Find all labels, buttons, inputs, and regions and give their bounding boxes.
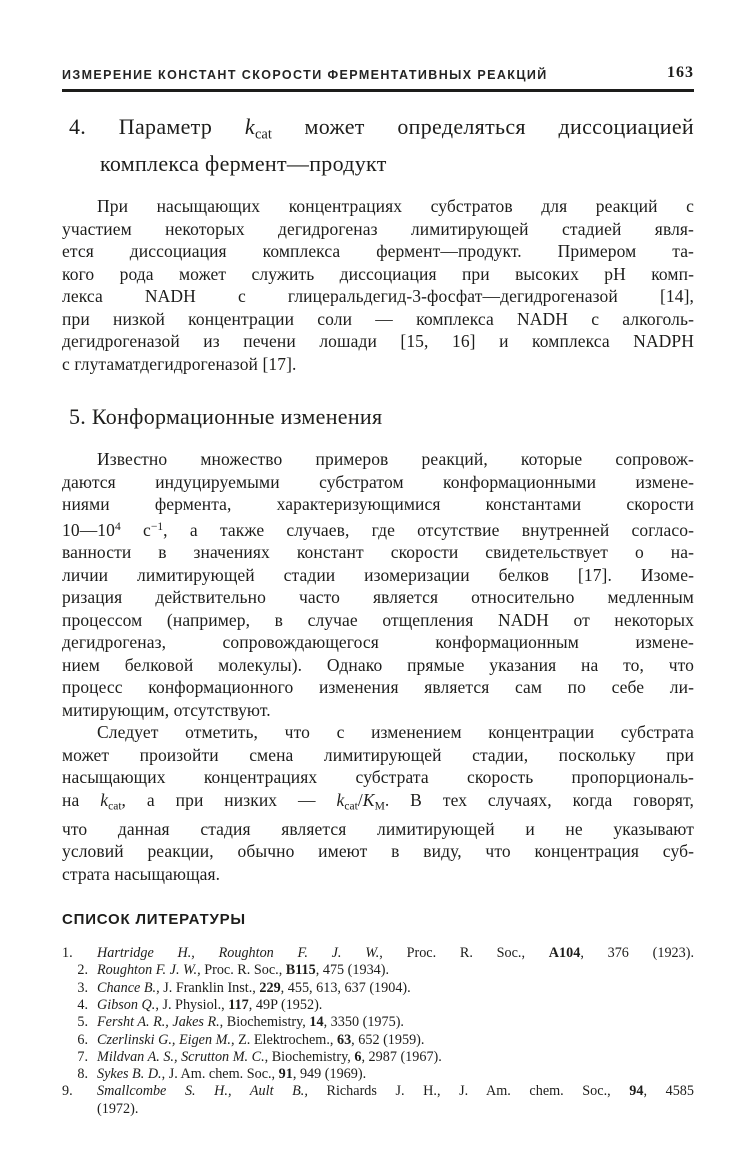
text-line: с глутаматдегидрогеназой [17].	[62, 353, 297, 374]
reference-number: 2.	[77, 962, 88, 979]
text-line: страта насыщающая.	[62, 863, 221, 884]
text-segment: cat	[344, 800, 358, 813]
text-line: При насыщающих концентрациях субстратов для реакций с	[97, 196, 694, 217]
text-segment: 14	[309, 1014, 324, 1031]
text-line: дегидрогеназой из печени лошади [15, 16] и комплекса NADPH	[62, 331, 694, 352]
text-line: 7. Mildvan A. S., Scrutton M. C., Biochemistry, 6, 2987 (1967).	[62, 1049, 694, 1066]
text-line: условий реакции, обычно имеют в виду, что концентрация суб-	[62, 841, 694, 862]
text-line: личии лимитирующей стадии изомеризации белков [17]. Изоме-	[62, 564, 694, 585]
text-line: $10—10^4$ $с^{-1}$, а также случаев, где отсутствие внутренней согласо-	[62, 519, 695, 540]
text-segment: Hartridge H., Roughton F. J. W.	[97, 945, 380, 962]
reference-number: 5.	[77, 1014, 88, 1031]
text-segment: Mildvan A. S., Scrutton M. C.	[97, 1048, 265, 1065]
text-segment: Chance B.	[97, 979, 157, 996]
header-rule	[62, 89, 694, 92]
text-line: процесс конформационного изменения является сам по себе ли-	[62, 677, 694, 698]
text-line: Следует отметить, что с изменением концентрации субстрата	[97, 722, 694, 743]
references-list	[62, 945, 694, 1118]
section-5-heading	[62, 402, 694, 431]
text-line: участием некоторых дегидрогеназ лимитирующей стадией явля-	[62, 218, 694, 239]
text-line: при низкой концентрации соли — комплекса NADH с алкоголь-	[62, 308, 694, 329]
text-line: лекса NADH с глицеральдегид-3-фосфат—дегидрогеназой [14],	[62, 286, 694, 307]
text-line: комплекса фермент—продукт	[100, 151, 387, 177]
text-line: 8. Sykes B. D., J. Am. chem. Soc., 91, 949 (1969).	[62, 1066, 694, 1083]
text-segment: cat	[108, 800, 122, 813]
text-segment: М	[374, 800, 385, 813]
reference-number: 9.	[62, 1083, 73, 1100]
text-segment: cat	[254, 126, 272, 143]
text-segment: Roughton F. J. W.	[97, 962, 198, 979]
text-line: 4. Параметр kcat может определяться диссоциацией	[69, 114, 694, 143]
text-segment: 91	[278, 1066, 293, 1083]
text-line: митирующим, отсутствуют.	[62, 699, 271, 720]
reference-number: 8.	[77, 1066, 88, 1083]
text-segment: K	[362, 789, 375, 810]
text-line: нием белковой молекулы). Однако прямые указания на то, что	[62, 654, 694, 675]
reference-number: 7.	[77, 1048, 88, 1065]
text-segment: k	[244, 114, 255, 139]
text-line: 5. Fersht A. R., Jakes R., Biochemistry, 14, 3350 (1975).	[62, 1014, 694, 1031]
text-segment: Sykes B. D.	[97, 1066, 162, 1083]
text-line: 3. Chance B., J. Franklin Inst., 229, 455, 613, 637 (1904).	[62, 980, 694, 997]
text-line: процессом (например, в случае отщепления NADH от некоторых	[62, 609, 694, 630]
text-segment: 94	[629, 1083, 644, 1100]
text-line: кого рода может служить диссоциация при высоких pH комп-	[62, 263, 694, 284]
text-line: ванности в значениях констант скорости свидетельствует о на-	[62, 542, 694, 563]
text-segment: Fersht A. R., Jakes R.	[97, 1014, 220, 1031]
text-line: 5. Конформационные изменения	[69, 404, 383, 430]
text-segment: k	[336, 789, 345, 810]
text-segment: A104	[548, 945, 581, 962]
text-line: на kcat, а при низких — kcat/KМ. В тех случаях, когда говорят,	[62, 789, 694, 813]
text-line: дегидрогеназ, сопровождающегося конформационным измене-	[62, 632, 694, 653]
text-segment: Smallcombe S. H., Ault B.,	[97, 1083, 308, 1100]
text-segment: 6	[354, 1048, 362, 1065]
text-line: ниями фермента, характеризующимися константами скорости	[62, 494, 694, 515]
text-segment: −1	[150, 520, 164, 533]
reference-number: 3.	[77, 979, 88, 996]
text-line: (1972).	[97, 1100, 139, 1117]
text-line: 6. Czerlinski G., Eigen M., Z. Elektrochem., 63, 652 (1959).	[62, 1032, 694, 1049]
text-line: Известно множество примеров реакций, которые сопровож-	[97, 449, 694, 470]
text-line: даются индуцируемыми субстратом конформационными измене-	[62, 471, 694, 492]
text-segment: 229	[259, 979, 281, 996]
text-segment: k	[100, 789, 109, 810]
text-line: 2. Roughton F. J. W., Proc. R. Soc., B115, 475 (1934).	[62, 962, 694, 979]
page-number: 163	[667, 64, 694, 81]
text-line: ризация действительно часто является относительно медленным	[62, 587, 694, 608]
running-head-title: ИЗМЕРЕНИЕ КОНСТАНТ СКОРОСТИ ФЕРМЕНТАТИВНЫХ РЕАКЦИЙ	[62, 68, 548, 82]
text-line: ется диссоциация комплекса фермент—продукт. Примером та-	[62, 241, 694, 262]
text-segment: Czerlinski G., Eigen M.	[97, 1031, 231, 1048]
reference-number: 1.	[62, 945, 73, 962]
section-4-heading	[62, 112, 694, 178]
references-heading: СПИСОК ЛИТЕРАТУРЫ	[62, 911, 246, 929]
reference-number: 6.	[77, 1031, 88, 1048]
text-line: что данная стадия является лимитирующей и не указывают	[62, 818, 694, 839]
text-segment: B115	[285, 962, 316, 979]
text-line: может произойти смена лимитирующей стадии, поскольку при	[62, 744, 694, 765]
text-line: насыщающих концентрациях субстрата скорость пропорциональ-	[62, 767, 694, 788]
running-head	[62, 64, 694, 82]
section-5-paragraph-1	[62, 448, 694, 721]
text-line: 4. Gibson Q., J. Physiol., 117, 49P (1952).	[62, 997, 694, 1014]
text-segment: 117	[228, 996, 249, 1013]
section-4-paragraph	[62, 195, 694, 375]
text-segment: 4	[115, 520, 121, 533]
text-line: 9. Smallcombe S. H., Ault B., Richards J. H., J. Am. chem. Soc., 94, 4585	[62, 1083, 694, 1100]
text-segment: 63	[336, 1031, 352, 1048]
section-5-paragraph-2	[62, 721, 694, 885]
reference-number: 4.	[77, 996, 88, 1013]
text-line: 1. Hartridge H., Roughton F. J. W., Proc. R. Soc., A104, 376 (1923).	[62, 945, 695, 962]
text-segment: Gibson Q.	[97, 996, 156, 1013]
